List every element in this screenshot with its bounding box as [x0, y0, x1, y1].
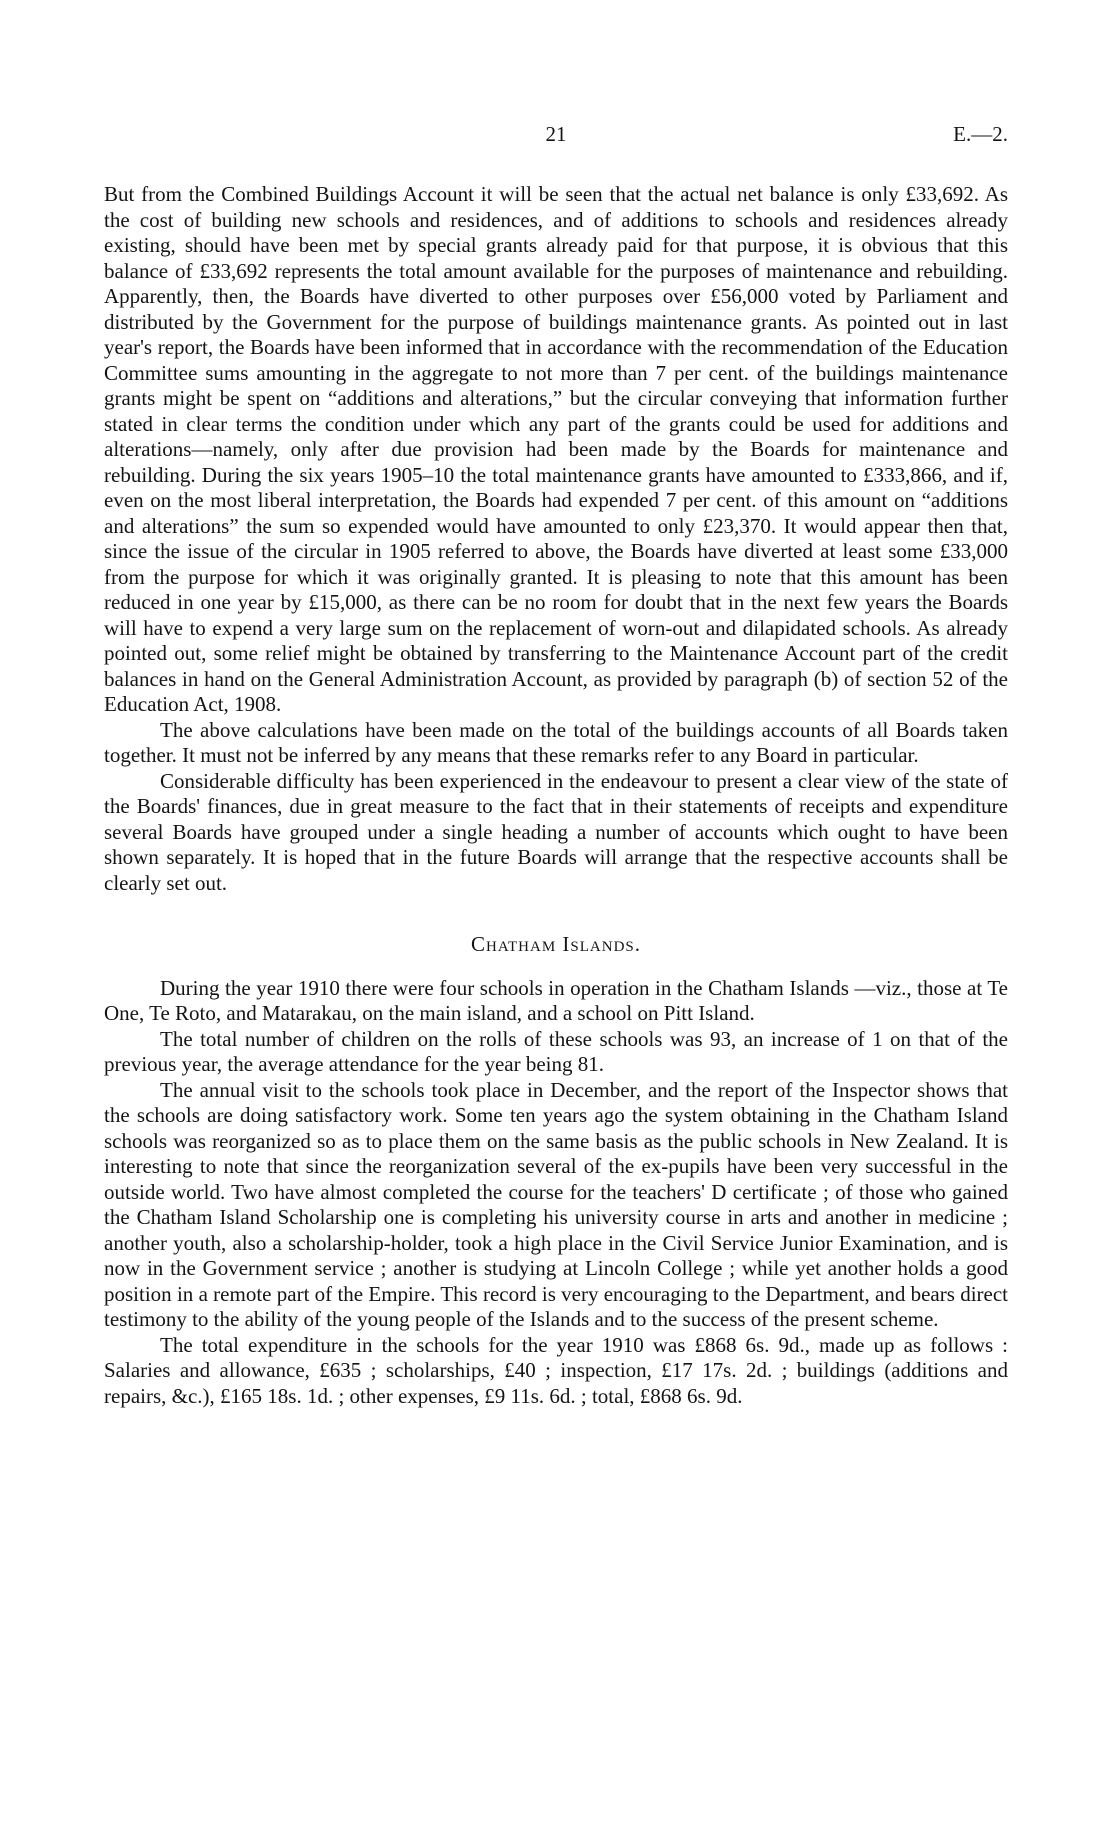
page-header — [104, 122, 1008, 150]
document-page — [104, 122, 1008, 1409]
page-number: 21 — [545, 122, 567, 146]
paragraph-expenditure: The total expenditure in the schools for the year 1910 was £868 6s. 9d., made up as follows : Salaries and allowance, £635 ; scholarships, £40 ; inspection, £17 17s. 2d. ; buildings (additions and repairs, &c.), £165 18s. 1d. ; other expenses, £9 11s. 6d. ; total, £868 6s. 9d. — [104, 1332, 1008, 1408]
paragraph-calculations: The above calculations have been made on the total of the buildings accounts of all Boards taken together. It must not be inferred by any means that these remarks refer to any Board in particular. — [104, 717, 1008, 767]
paragraph-difficulty: Considerable difficulty has been experienced in the endeavour to present a clear view of the state of the Boards' finances, due in great measure to the fact that in their statements of receipts and expenditure several Boards have grouped under a single heading a number of accounts which ought to have been shown separately. It is hoped that in the future Boards will arrange that the respective accounts shall be clearly set out. — [104, 768, 1008, 895]
paragraph-inspection: The annual visit to the schools took place in December, and the report of the Inspector shows that the schools are doing satisfactory work. Some ten years ago the system obtaining in the Chatham Island schools was reorganized so as to place them on the same basis as the public schools in New Zealand. It is interesting to note that since the reorganization several of the ex-pupils have been very successful in the outside world. Two have almost completed the course for the teachers' D certificate ; of those who gained the Chatham Island Scholarship one is completing his university course in arts and another in medicine ; another youth, also a scholarship-holder, took a high place in the Civil Service Junior Examination, and is now in the Government service ; another is studying at Lincoln College ; while yet another holds a good position in a remote part of the Empire. This record is very encouraging to the Department, and bears direct testimony to the ability of the young people of the Islands and to the success of the present scheme. — [104, 1077, 1008, 1331]
section-title: Chatham Islands. — [470, 932, 641, 956]
paragraph-schools: During the year 1910 there were four schools in operation in the Chatham Islands —viz., those at Te One, Te Roto, and Matarakau, on the main island, and a school on Pitt Island. — [104, 975, 1008, 1025]
paragraph-buildings-balance: But from the Combined Buildings Account it will be seen that the actual net balance is only £33,692. As the cost of building new schools and residences, and of additions to schools and residences already existing, should have been met by special grants already paid for that purpose, it is obvious that this balance of £33,692 represents the total amount available for the purposes of maintenance and rebuilding. Apparently, then, the Boards have diverted to other purposes over £56,000 voted by Parliament and distributed by the Government for the purpose of buildings maintenance grants. As pointed out in last year's report, the Boards have been informed that in accordance with the recommendation of the Education Committee sums amounting in the aggregate to not more than 7 per cent. of the buildings maintenance grants might be spent on “additions and alterations,” but the circular conveying that information further stated in clear terms the condition under which any part of the grants could be used for additions and alterations—namely, only after due provision had been made by the Boards for maintenance and rebuilding. During the six years 1905–10 the total maintenance grants have amounted to £333,866, and if, even on the most liberal interpretation, the Boards had expended 7 per cent. of this amount on “additions and alterations” the sum so expended would have amounted to only £23,370. It would appear then that, since the issue of the circular in 1905 referred to above, the Boards have diverted at least some £33,000 from the purpose for which it was originally granted. It is pleasing to note that this amount has been reduced in one year by £15,000, as there can be no room for doubt that in the next few years the Boards will have to expend a very large sum on the replacement of worn-out and dilapidated schools. As already pointed out, some relief might be obtained by transferring to the Maintenance Account part of the credit balances in hand on the General Administration Account, as provided by paragraph (b) of section 52 of the Education Act, 1908. — [104, 182, 1008, 716]
document-reference: E.—2. — [953, 122, 1008, 146]
paragraph-rolls: The total number of children on the rolls of these schools was 93, an increase of 1 on that of the previous year, the average attendance for the year being 81. — [104, 1026, 1008, 1076]
